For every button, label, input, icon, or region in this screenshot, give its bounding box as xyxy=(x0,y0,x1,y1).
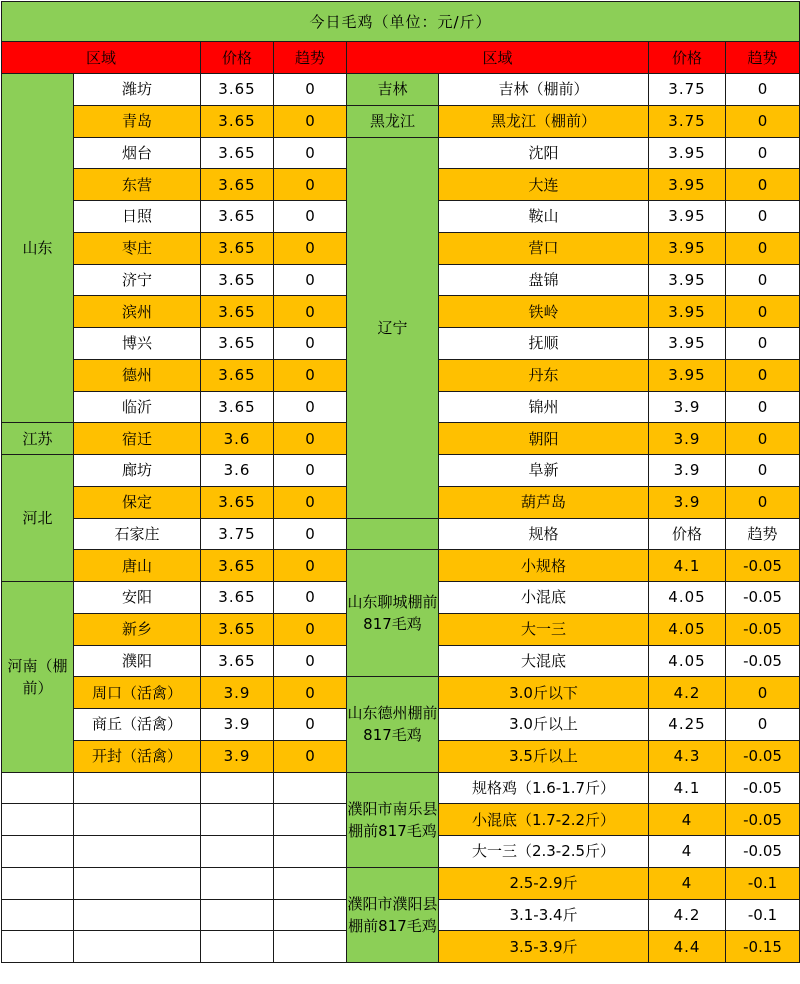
price-cell: 3.9 xyxy=(649,391,726,423)
city-cell: 濮阳 xyxy=(74,645,201,677)
trend-cell: 0 xyxy=(274,74,347,106)
empty-cell xyxy=(74,867,201,899)
city-cell: 廊坊 xyxy=(74,455,201,487)
price-cell: 3.65 xyxy=(201,328,274,360)
empty-cell xyxy=(2,772,74,804)
spec-cell: 3.5斤以上 xyxy=(439,740,649,772)
empty-cell xyxy=(2,899,74,931)
table-row xyxy=(2,677,800,709)
price-cell: 3.75 xyxy=(649,105,726,137)
trend-cell: 0 xyxy=(274,105,347,137)
price-cell: 3.65 xyxy=(201,105,274,137)
spec-header-trend: 趋势 xyxy=(726,518,800,550)
empty-cell xyxy=(274,899,347,931)
city-cell: 滨州 xyxy=(74,296,201,328)
empty-cell xyxy=(201,931,274,963)
city-cell: 枣庄 xyxy=(74,232,201,264)
table-row xyxy=(2,137,800,169)
city-cell: 临沂 xyxy=(74,391,201,423)
trend-cell: 0 xyxy=(726,455,800,487)
city-cell: 石家庄 xyxy=(74,518,201,550)
price-cell: 3.65 xyxy=(201,582,274,614)
empty-cell xyxy=(274,772,347,804)
price-cell: 3.75 xyxy=(649,74,726,106)
trend-cell: 0 xyxy=(274,550,347,582)
trend-cell: 0 xyxy=(274,423,347,455)
trend-cell: 0 xyxy=(726,709,800,741)
trend-cell: 0 xyxy=(726,359,800,391)
price-cell: 3.65 xyxy=(201,359,274,391)
city-cell: 铁岭 xyxy=(439,296,649,328)
empty-cell xyxy=(201,836,274,868)
spec-cell: 3.0斤以上 xyxy=(439,709,649,741)
trend-cell: 0 xyxy=(726,677,800,709)
price-cell: 3.65 xyxy=(201,296,274,328)
empty-cell xyxy=(201,804,274,836)
price-cell: 3.65 xyxy=(201,201,274,233)
trend-cell: 0 xyxy=(274,264,347,296)
trend-cell: -0.05 xyxy=(726,645,800,677)
trend-cell: -0.1 xyxy=(726,867,800,899)
trend-cell: 0 xyxy=(274,582,347,614)
price-cell: 3.65 xyxy=(201,137,274,169)
spec-region-cell: 濮阳市濮阳县棚前817毛鸡 xyxy=(347,867,439,962)
city-cell: 锦州 xyxy=(439,391,649,423)
trend-cell: -0.05 xyxy=(726,836,800,868)
price-cell: 4 xyxy=(649,836,726,868)
price-cell: 3.65 xyxy=(201,232,274,264)
trend-cell: 0 xyxy=(274,232,347,264)
city-cell: 青岛 xyxy=(74,105,201,137)
empty-cell xyxy=(2,836,74,868)
price-cell: 3.65 xyxy=(201,550,274,582)
region-cell: 山东 xyxy=(2,74,74,423)
table-row xyxy=(2,518,800,550)
price-cell: 3.6 xyxy=(201,455,274,487)
empty-cell xyxy=(74,772,201,804)
city-cell: 周口（活禽） xyxy=(74,677,201,709)
spec-region-cell: 濮阳市南乐县棚前817毛鸡 xyxy=(347,772,439,867)
trend-cell: -0.05 xyxy=(726,550,800,582)
header-left-region: 区域 xyxy=(2,42,201,74)
price-cell: 4.05 xyxy=(649,645,726,677)
price-cell: 3.65 xyxy=(201,645,274,677)
city-cell: 新乡 xyxy=(74,613,201,645)
empty-cell xyxy=(74,931,201,963)
price-cell: 3.95 xyxy=(649,264,726,296)
trend-cell: 0 xyxy=(274,296,347,328)
trend-cell: -0.05 xyxy=(726,582,800,614)
city-cell: 盘锦 xyxy=(439,264,649,296)
empty-cell xyxy=(201,867,274,899)
price-cell: 3.95 xyxy=(649,169,726,201)
trend-cell: 0 xyxy=(726,169,800,201)
trend-cell: 0 xyxy=(274,328,347,360)
trend-cell: 0 xyxy=(274,677,347,709)
spec-cell: 小规格 xyxy=(439,550,649,582)
price-cell: 3.65 xyxy=(201,74,274,106)
price-cell: 3.95 xyxy=(649,328,726,360)
price-cell: 3.9 xyxy=(649,486,726,518)
price-cell: 4.1 xyxy=(649,772,726,804)
city-cell: 鞍山 xyxy=(439,201,649,233)
trend-cell: 0 xyxy=(274,455,347,487)
city-cell: 开封（活禽） xyxy=(74,740,201,772)
spec-cell: 大一三 xyxy=(439,613,649,645)
price-cell: 4.25 xyxy=(649,709,726,741)
city-cell: 沈阳 xyxy=(439,137,649,169)
city-cell: 博兴 xyxy=(74,328,201,360)
price-cell: 3.9 xyxy=(649,423,726,455)
price-cell: 4.2 xyxy=(649,899,726,931)
price-cell: 4.1 xyxy=(649,550,726,582)
empty-cell xyxy=(274,804,347,836)
trend-cell: 0 xyxy=(274,740,347,772)
spec-region-cell: 山东聊城棚前817毛鸡 xyxy=(347,550,439,677)
trend-cell: -0.05 xyxy=(726,613,800,645)
trend-cell: 0 xyxy=(274,359,347,391)
city-cell: 阜新 xyxy=(439,455,649,487)
city-cell: 吉林（棚前） xyxy=(439,74,649,106)
price-cell: 4.2 xyxy=(649,677,726,709)
trend-cell: 0 xyxy=(726,201,800,233)
price-cell: 3.95 xyxy=(649,359,726,391)
trend-cell: -0.05 xyxy=(726,804,800,836)
spec-cell: 2.5-2.9斤 xyxy=(439,867,649,899)
empty-cell xyxy=(2,804,74,836)
spec-header-blank xyxy=(347,518,439,550)
spec-cell: 小混底（1.7-2.2斤） xyxy=(439,804,649,836)
region-cell: 江苏 xyxy=(2,423,74,455)
header-right-price: 价格 xyxy=(649,42,726,74)
trend-cell: 0 xyxy=(274,518,347,550)
empty-cell xyxy=(2,867,74,899)
empty-cell xyxy=(274,867,347,899)
spec-cell: 小混底 xyxy=(439,582,649,614)
price-cell: 3.95 xyxy=(649,232,726,264)
header-left-price: 价格 xyxy=(201,42,274,74)
city-cell: 济宁 xyxy=(74,264,201,296)
city-cell: 唐山 xyxy=(74,550,201,582)
region-cell: 黑龙江 xyxy=(347,105,439,137)
price-cell: 3.9 xyxy=(201,740,274,772)
table-row xyxy=(2,550,800,582)
region-cell: 辽宁 xyxy=(347,137,439,518)
spec-region-cell: 山东德州棚前817毛鸡 xyxy=(347,677,439,772)
price-cell: 3.65 xyxy=(201,264,274,296)
spec-cell: 3.5-3.9斤 xyxy=(439,931,649,963)
spec-cell: 规格鸡（1.6-1.7斤） xyxy=(439,772,649,804)
trend-cell: 0 xyxy=(726,296,800,328)
city-cell: 德州 xyxy=(74,359,201,391)
table-row xyxy=(2,772,800,804)
table-row xyxy=(2,867,800,899)
city-cell: 东营 xyxy=(74,169,201,201)
empty-cell xyxy=(2,931,74,963)
trend-cell: -0.05 xyxy=(726,772,800,804)
region-cell: 河南（棚前） xyxy=(2,582,74,773)
trend-cell: -0.15 xyxy=(726,931,800,963)
trend-cell: 0 xyxy=(726,105,800,137)
city-cell: 黑龙江（棚前） xyxy=(439,105,649,137)
city-cell: 日照 xyxy=(74,201,201,233)
city-cell: 丹东 xyxy=(439,359,649,391)
price-cell: 3.65 xyxy=(201,613,274,645)
trend-cell: 0 xyxy=(726,137,800,169)
price-cell: 4 xyxy=(649,804,726,836)
trend-cell: 0 xyxy=(726,486,800,518)
empty-cell xyxy=(74,804,201,836)
spec-header-price: 价格 xyxy=(649,518,726,550)
price-cell: 3.6 xyxy=(201,423,274,455)
price-cell: 3.95 xyxy=(649,137,726,169)
trend-cell: 0 xyxy=(274,709,347,741)
trend-cell: 0 xyxy=(726,74,800,106)
trend-cell: -0.05 xyxy=(726,740,800,772)
table-row xyxy=(2,74,800,106)
empty-cell xyxy=(74,899,201,931)
table-row xyxy=(2,105,800,137)
spec-cell: 3.0斤以下 xyxy=(439,677,649,709)
empty-cell xyxy=(274,836,347,868)
empty-cell xyxy=(201,772,274,804)
header-left-trend: 趋势 xyxy=(274,42,347,74)
city-cell: 大连 xyxy=(439,169,649,201)
price-cell: 3.95 xyxy=(649,296,726,328)
trend-cell: 0 xyxy=(726,328,800,360)
region-cell: 吉林 xyxy=(347,74,439,106)
trend-cell: 0 xyxy=(274,486,347,518)
header-right-trend: 趋势 xyxy=(726,42,800,74)
trend-cell: 0 xyxy=(274,391,347,423)
city-cell: 保定 xyxy=(74,486,201,518)
trend-cell: -0.1 xyxy=(726,899,800,931)
price-cell: 3.75 xyxy=(201,518,274,550)
empty-cell xyxy=(74,836,201,868)
city-cell: 宿迁 xyxy=(74,423,201,455)
header-right-region: 区域 xyxy=(347,42,649,74)
price-table-body xyxy=(2,2,800,963)
price-cell: 3.65 xyxy=(201,391,274,423)
price-cell: 4.05 xyxy=(649,582,726,614)
spec-header-spec: 规格 xyxy=(439,518,649,550)
city-cell: 潍坊 xyxy=(74,74,201,106)
spec-cell: 大混底 xyxy=(439,645,649,677)
price-cell: 4.4 xyxy=(649,931,726,963)
price-cell: 3.65 xyxy=(201,486,274,518)
trend-cell: 0 xyxy=(274,169,347,201)
spec-cell: 大一三（2.3-2.5斤） xyxy=(439,836,649,868)
price-cell: 3.9 xyxy=(649,455,726,487)
city-cell: 商丘（活禽） xyxy=(74,709,201,741)
title-row xyxy=(2,2,800,42)
city-cell: 朝阳 xyxy=(439,423,649,455)
spec-cell: 3.1-3.4斤 xyxy=(439,899,649,931)
trend-cell: 0 xyxy=(274,137,347,169)
page-title: 今日毛鸡（单位：元/斤） xyxy=(2,2,800,42)
price-cell: 3.9 xyxy=(201,677,274,709)
city-cell: 营口 xyxy=(439,232,649,264)
trend-cell: 0 xyxy=(274,201,347,233)
empty-cell xyxy=(274,931,347,963)
price-cell: 3.95 xyxy=(649,201,726,233)
region-cell: 河北 xyxy=(2,455,74,582)
trend-cell: 0 xyxy=(726,423,800,455)
trend-cell: 0 xyxy=(274,645,347,677)
trend-cell: 0 xyxy=(726,391,800,423)
city-cell: 抚顺 xyxy=(439,328,649,360)
empty-cell xyxy=(201,899,274,931)
price-cell: 4.3 xyxy=(649,740,726,772)
price-table xyxy=(1,1,800,963)
trend-cell: 0 xyxy=(726,264,800,296)
price-cell: 3.9 xyxy=(201,709,274,741)
city-cell: 葫芦岛 xyxy=(439,486,649,518)
price-cell: 4.05 xyxy=(649,613,726,645)
city-cell: 安阳 xyxy=(74,582,201,614)
header-row xyxy=(2,42,800,74)
price-cell: 3.65 xyxy=(201,169,274,201)
price-cell: 4 xyxy=(649,867,726,899)
trend-cell: 0 xyxy=(726,232,800,264)
city-cell: 烟台 xyxy=(74,137,201,169)
trend-cell: 0 xyxy=(274,613,347,645)
